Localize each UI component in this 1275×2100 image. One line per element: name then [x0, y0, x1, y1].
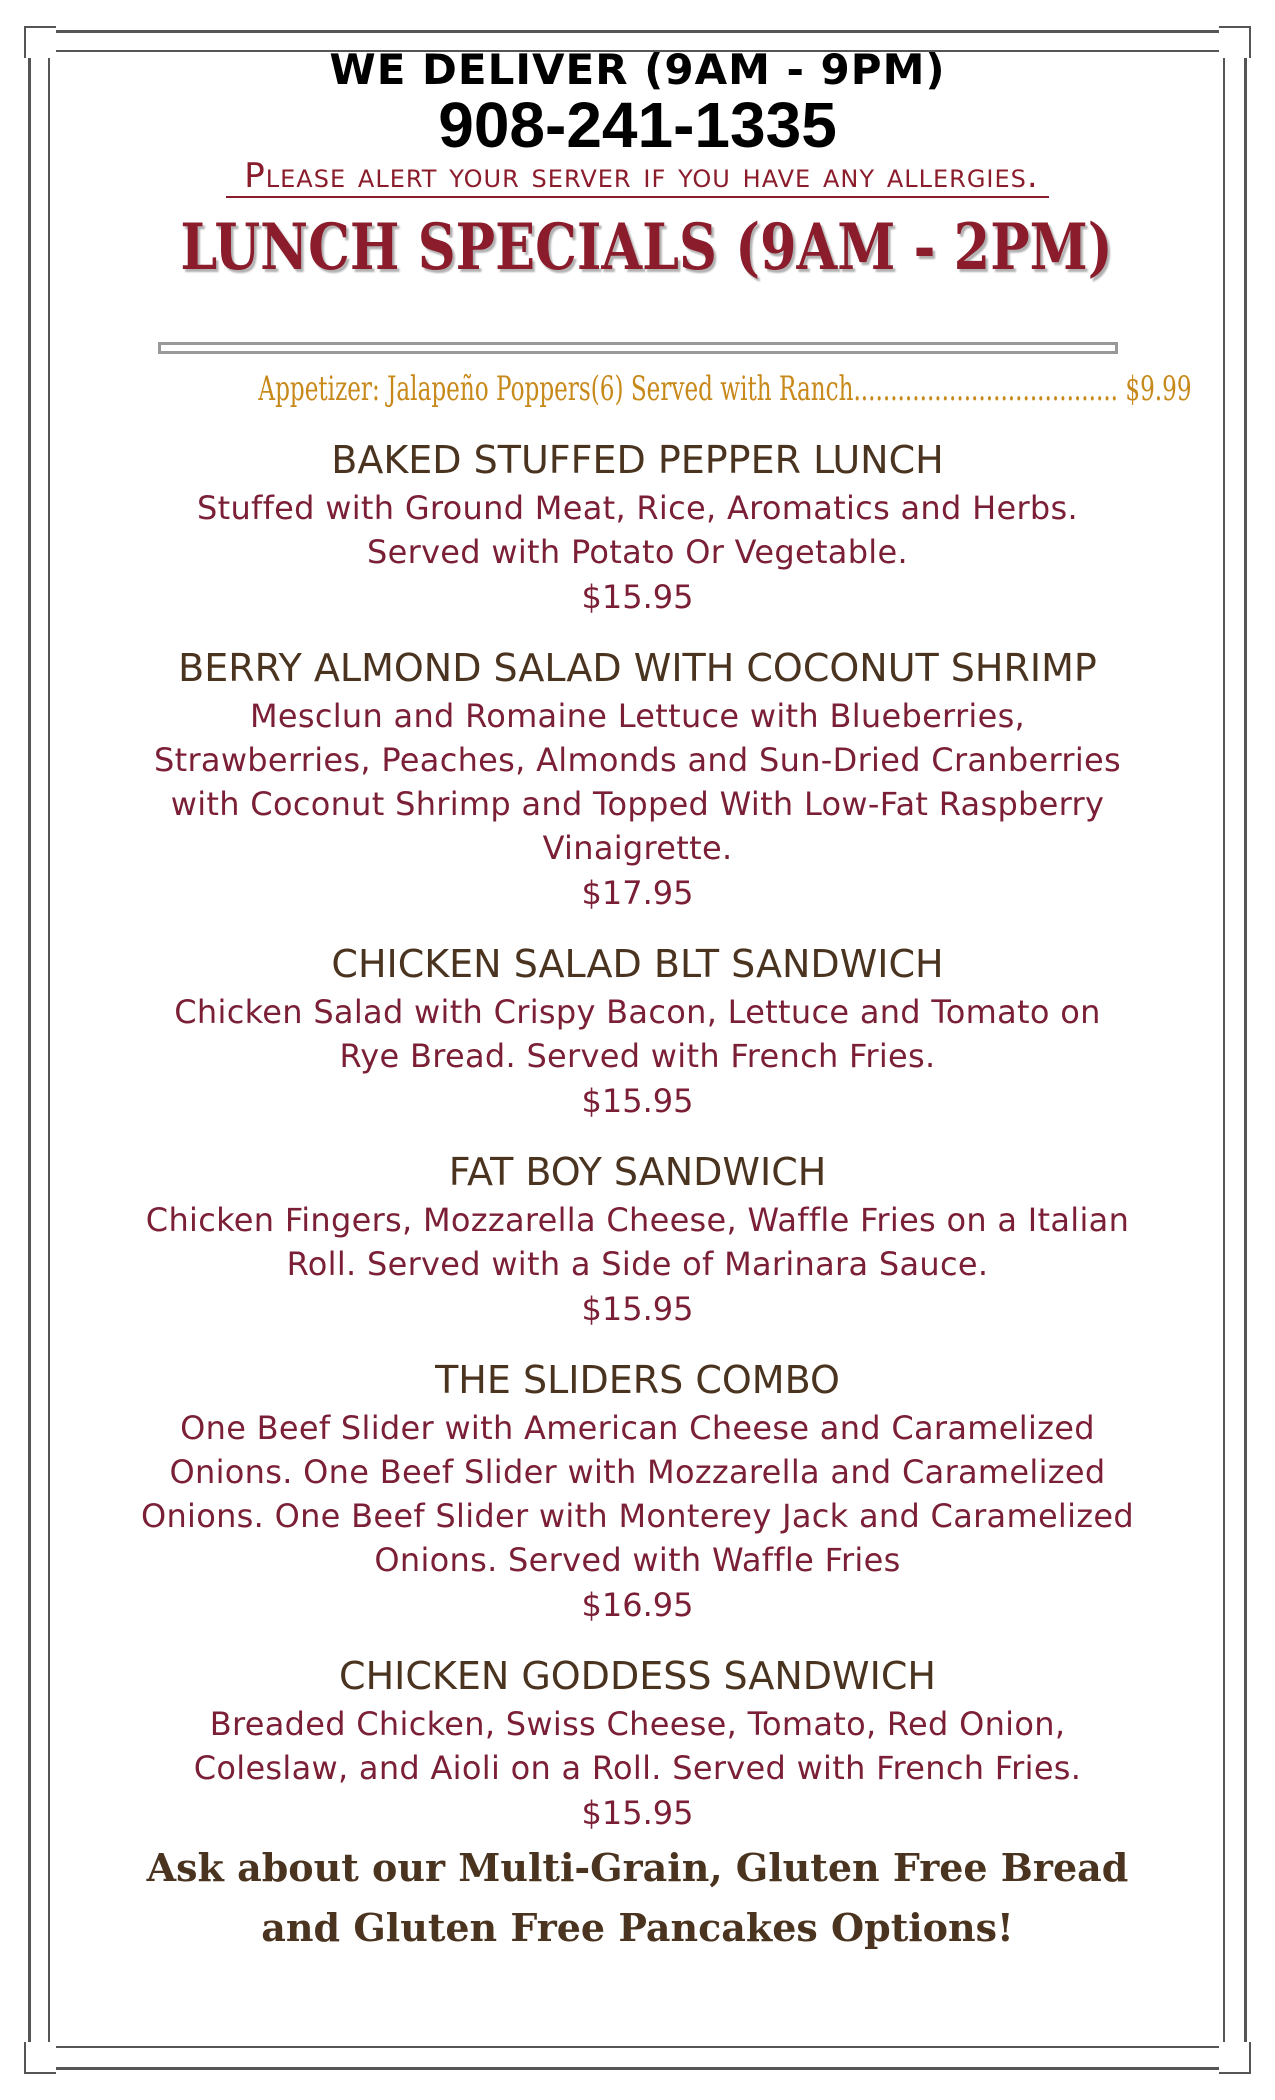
frame-corner-bottom-right [1219, 2042, 1251, 2074]
menu-item-price: $15.95 [581, 578, 694, 616]
menu-item [80, 434, 1195, 620]
menu-item-name: FAT BOY SANDWICH [448, 1150, 827, 1194]
menu-item-description: Mesclun and Romaine Lettuce with Blueberries, Strawberries, Peaches, Almonds and Sun-Dried Cranberries with Coconut Shrimp and Topped With Low-Fat Raspberry Vinaigrette. [154, 697, 1121, 867]
menu-item-price: $15.95 [581, 1290, 694, 1328]
appetizer-line: Appetizer: Jalapeño Poppers(6) Served with Ranch.................................... $9.99 [258, 369, 1192, 409]
menu-item [80, 1146, 1195, 1332]
menu-item-name: THE SLIDERS COMBO [435, 1358, 840, 1402]
menu-item-price: $15.95 [581, 1794, 694, 1832]
menu-item-price: $16.95 [581, 1586, 694, 1624]
frame-corner-top-right [1219, 26, 1251, 58]
allergy-notice: Please alert your server if you have any allergies. [226, 156, 1048, 198]
menu-item [80, 938, 1195, 1124]
divider-bar [158, 342, 1118, 354]
menu-item [80, 642, 1195, 916]
menu-item-description: Chicken Salad with Crispy Bacon, Lettuce and Tomato on Rye Bread. Served with French Fries. [174, 993, 1101, 1075]
menu-item-description: Chicken Fingers, Mozzarella Cheese, Waffle Fries on a Italian Roll. Served with a Side of Marinara Sauce. [145, 1201, 1130, 1283]
menu-item [80, 1650, 1195, 1836]
gluten-free-note: Ask about our Multi-Grain, Gluten Free Bread and Gluten Free Pancakes Options! [146, 1845, 1129, 1950]
menu-content [80, 46, 1195, 1958]
allergy-notice-row [80, 156, 1195, 198]
menu-item-name: BAKED STUFFED PEPPER LUNCH [331, 438, 944, 482]
menu-item-name: CHICKEN SALAD BLT SANDWICH [331, 942, 944, 986]
menu-item-name: CHICKEN GODDESS SANDWICH [339, 1654, 936, 1698]
delivery-hours: WE DELIVER (9AM - 9PM) [329, 45, 946, 94]
menu-item-price: $15.95 [581, 1082, 694, 1120]
menu-item-price: $17.95 [581, 874, 694, 912]
menu-item-description: Breaded Chicken, Swiss Cheese, Tomato, Red Onion, Coleslaw, and Aioli on a Roll. Served with French Fries. [193, 1705, 1082, 1787]
frame-corner-top-left [24, 26, 56, 58]
menu-item-description: One Beef Slider with American Cheese and Caramelized Onions. One Beef Slider with Mozzarella and Caramelized Onions. One Beef Slider with Monterey Jack and Caramelized Onions. Served with Waffle Fries [140, 1409, 1135, 1579]
phone-number: 908-241-1335 [438, 89, 837, 161]
menu-item [80, 1354, 1195, 1628]
page-title: LUNCH SPECIALS (9AM - 2PM) [180, 210, 1113, 285]
menu-item-name: BERRY ALMOND SALAD WITH COCONUT SHRIMP [178, 646, 1097, 690]
menu-item-description: Stuffed with Ground Meat, Rice, Aromatics and Herbs. Served with Potato Or Vegetable. [197, 489, 1078, 571]
frame-corner-bottom-left [24, 2042, 56, 2074]
